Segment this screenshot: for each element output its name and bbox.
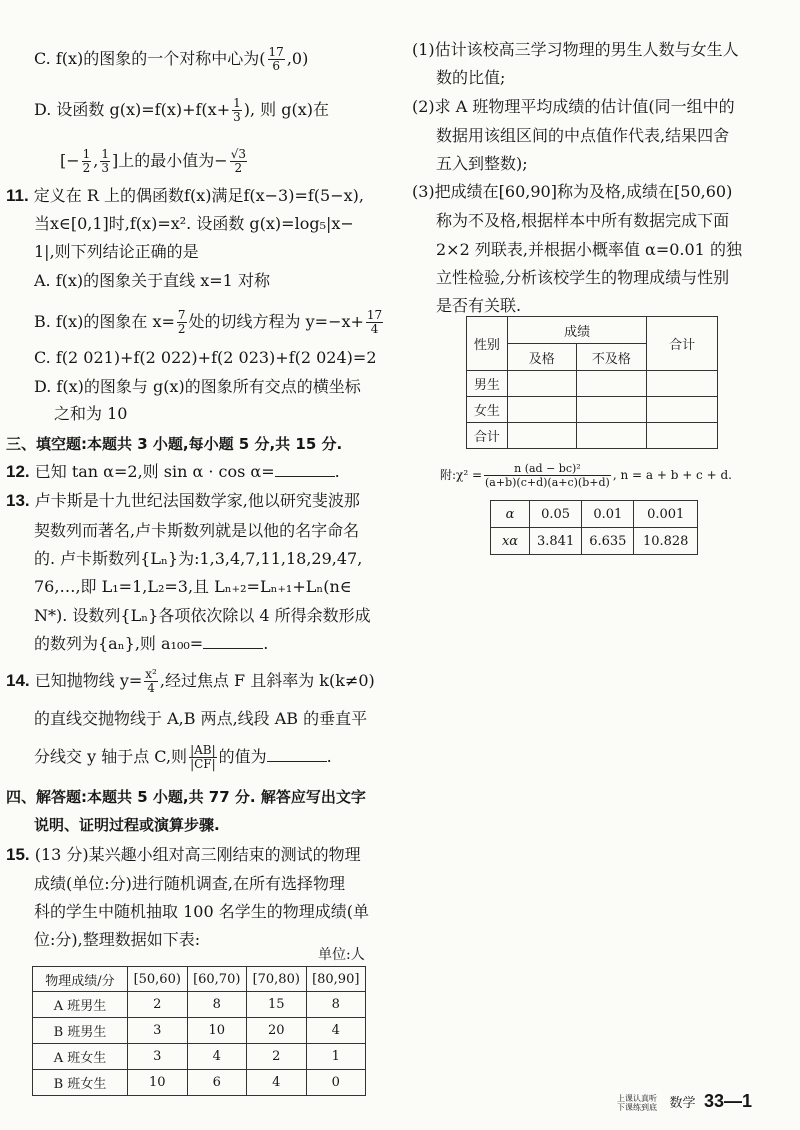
option-c: C. f(x)的图象的一个对称中心为( $\frac{17}{6}$ ,0) [34, 45, 309, 73]
q14-line: 的直线交抛物线于 A,B 两点,线段 AB 的垂直平 [34, 709, 368, 728]
q13-line: 76,…,即 L₁=1,L₂=3,且 Lₙ₊₂=Lₙ₊₁+Lₙ(n∈ [34, 577, 352, 596]
table-header: 成绩 [507, 317, 646, 344]
q13-line: 的数列为{aₙ},则 a₁₀₀= . [34, 634, 269, 653]
q13-line: N*). 设数列{Lₙ}各项依次除以 4 所得余数形成 [34, 606, 371, 625]
answer-blank[interactable] [267, 747, 327, 762]
part-2: 五入到整数); [436, 154, 528, 173]
q11-option-d: 之和为 10 [54, 404, 128, 423]
part-3: 称为不及格,根据样本中所有数据完成下面 [436, 211, 730, 230]
critical-value-table: α 0.05 0.01 0.001 xα 3.841 6.635 10.828 [490, 500, 698, 555]
fraction: $\frac{17}{6}$ [268, 45, 284, 73]
question-12: 12. 已知 tan α=2,则 sin α · cos α= . [6, 462, 340, 481]
brand-logo: 上课认真听 下课练到底 [617, 1093, 658, 1112]
table-header: [50,60) [128, 967, 188, 992]
table-row: B 班男生 3 10 20 4 [33, 1018, 366, 1044]
answer-blank[interactable] [203, 634, 263, 649]
table-row: B 班女生 10 6 4 0 [33, 1070, 366, 1096]
table-header: 物理成绩/分 [33, 967, 128, 992]
unit-label: 单位:人 [318, 947, 365, 963]
chi-square-formula: 附:χ² = $\frac{\text{n (ad − bc)²}}{(a+b)(c+d)(a+c)(b+d)}$ , n = a + b + c + d. [440, 462, 732, 489]
part-3: (3)把成绩在[60,90]称为及格,成绩在[50,60) [412, 182, 733, 201]
q11-line: 当x∈[0,1]时,f(x)=x². 设函数 g(x)=log₅|x− [34, 214, 354, 233]
subject-label: 数学 [669, 1095, 696, 1110]
fraction: $\frac{1}{3}$ [233, 96, 241, 124]
table-header: [80,90] [306, 967, 366, 992]
table-row: 男生 [467, 371, 718, 397]
part-3: 立性检验,分析该校学生的物理成绩与性别 [436, 268, 730, 287]
option-d-line2: [− $\frac{1}{2}$ , $\frac{1}{3}$ ]上的最小值为− $\frac{√3}{2}$ [60, 147, 246, 175]
table-row: A 班女生 3 4 2 1 [33, 1044, 366, 1070]
q11-option-c: C. f(2 021)+f(2 022)+f(2 023)+f(2 024)=2 [34, 348, 377, 367]
q11-option-a: A. f(x)的图象关于直线 x=1 对称 [34, 271, 270, 290]
section-3-heading: 三、填空题:本题共 3 小题,每小题 5 分,共 15 分. [6, 435, 343, 453]
q15-line: 科的学生中随机抽取 100 名学生的物理成绩(单 [34, 902, 369, 921]
q11-option-d: D. f(x)的图象与 g(x)的图象所有交点的横坐标 [34, 377, 361, 396]
option-d: D. 设函数 g(x)=f(x)+f(x+ $\frac{1}{3}$ ), 则 g(x)在 [34, 96, 330, 124]
page-number: 33—1 [703, 1091, 752, 1111]
section-4-heading: 四、解答题:本题共 5 小题,共 77 分. 解答应写出文字 [6, 788, 366, 806]
q14-line: 分线交 y 轴于点 C,则 $\frac{|AB|}{|CF|}$ 的值为 . [34, 743, 332, 771]
contingency-table [466, 316, 718, 449]
question-number: 11. [6, 186, 29, 205]
question-13: 13. 卢卡斯是十九世纪法国数学家,他以研究斐波那 [6, 491, 360, 510]
question-15: 15. (13 分)某兴趣小组对高三刚结束的测试的物理 [6, 845, 361, 864]
q15-line: 位:分),整理数据如下表: [34, 930, 201, 949]
table-row: A 班男生 2 8 15 8 [33, 992, 366, 1018]
part-3: 2×2 列联表,并根据小概率值 α=0.01 的独 [436, 240, 742, 259]
part-2: (2)求 A 班物理平均成绩的估计值(同一组中的 [412, 97, 735, 116]
table-header: [60,70) [187, 967, 247, 992]
answer-blank[interactable] [275, 462, 335, 477]
table-header: 性别 [467, 317, 508, 371]
q13-line: 契数列而著名,卢卡斯数列就是以他的名字命名 [34, 521, 360, 540]
section-4-heading: 说明、证明过程或演算步骤. [34, 816, 220, 834]
table-header: 不及格 [576, 344, 647, 371]
score-table [32, 966, 366, 1096]
question-14: 14. 已知抛物线 y= $\frac{\text{x²}}{4}$ ,经过焦点 F 且斜率为 k(k≠0) [6, 667, 375, 695]
part-1: 数的比值; [436, 68, 506, 87]
table-row: 女生 [467, 397, 718, 423]
q11-option-b: B. f(x)的图象在 x= $\frac{7}{2}$ 处的切线方程为 y=−x+ $\frac{17}{4}$ [34, 308, 383, 336]
table-header: 合计 [647, 317, 718, 371]
q11-line: 1|,则下列结论正确的是 [34, 242, 199, 261]
part-1: (1)估计该校高三学习物理的男生人数与女生人 [412, 40, 739, 59]
table-header: 及格 [507, 344, 576, 371]
q13-line: 的. 卢卡斯数列{Lₙ}为:1,3,4,7,11,18,29,47, [34, 549, 363, 568]
table-row: 合计 [467, 423, 718, 449]
q15-line: 成绩(单位:分)进行随机调查,在所有选择物理 [34, 874, 345, 893]
option-c-text: C. f(x)的图象的一个对称中心为( [34, 49, 266, 68]
part-2: 数据用该组区间的中点值作代表,结果四舍 [436, 126, 730, 145]
table-header: [70,80) [247, 967, 307, 992]
part-3: 是否有关联. [436, 296, 522, 315]
page-footer [617, 1091, 752, 1112]
question-11: 11. 定义在 R 上的偶函数f(x)满足f(x−3)=f(5−x), [6, 186, 364, 205]
